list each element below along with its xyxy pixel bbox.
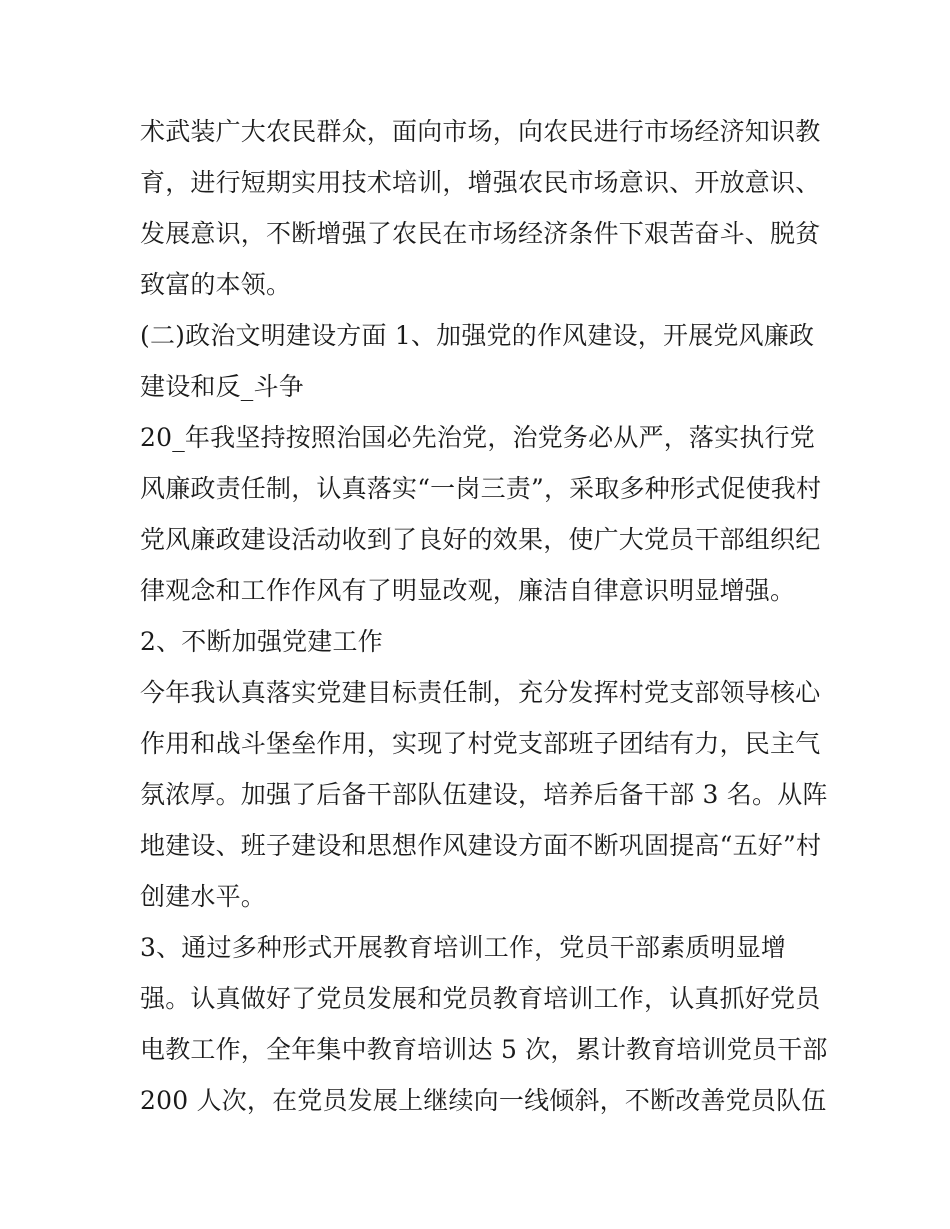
text-line: 作用和战斗堡垒作用，实现了村党支部班子团结有力，民主气 [140,729,821,758]
text-line: 创建水平。 [140,882,267,911]
text-line: 党风廉政建设活动收到了良好的效果，使广大党员干部组织纪 [140,525,821,554]
section-heading: 3、通过多种形式开展教育培训工作，党员干部素质明显增 [140,933,787,962]
text-line: 氛浓厚。加强了后备干部队伍建设，培养后备干部 3 名。从阵 [140,780,828,809]
section-heading: 建设和反_斗争 [140,372,304,401]
section-heading: 2、不断加强党建工作 [140,627,383,656]
text-line: 术武装广大农民群众，面向市场，向农民进行市场经济知识教 [140,117,821,146]
text-line: 20_年我坚持按照治国必先治党，治党务必从严，落实执行党 [140,423,815,452]
text-line: 致富的本领。 [140,270,292,299]
text-line: 育，进行短期实用技术培训，增强农民市场意识、开放意识、 [140,168,821,197]
text-line: 发展意识，不断增强了农民在市场经济条件下艰苦奋斗、脱贫 [140,219,821,248]
text-line: 电教工作，全年集中教育培训达 5 次，累计教育培训党员干部 [140,1035,828,1064]
section-heading: (二)政治文明建设方面 1、加强党的作风建设，开展党风廉政 [140,321,815,350]
document-body [140,106,828,1126]
text-line: 强。认真做好了党员发展和党员教育培训工作，认真抓好党员 [140,984,821,1013]
text-line: 今年我认真落实党建目标责任制，充分发挥村党支部领导核心 [140,678,821,707]
text-line: 律观念和工作作风有了明显改观，廉洁自律意识明显增强。 [140,576,796,605]
text-line: 200 人次，在党员发展上继续向一线倾斜，不断改善党员队伍 [140,1086,827,1115]
text-line: 风廉政责任制，认真落实“一岗三责”，采取多种形式促使我村 [140,474,822,503]
text-line: 地建设、班子建设和思想作风建设方面不断巩固提高“五好”村 [140,831,822,860]
